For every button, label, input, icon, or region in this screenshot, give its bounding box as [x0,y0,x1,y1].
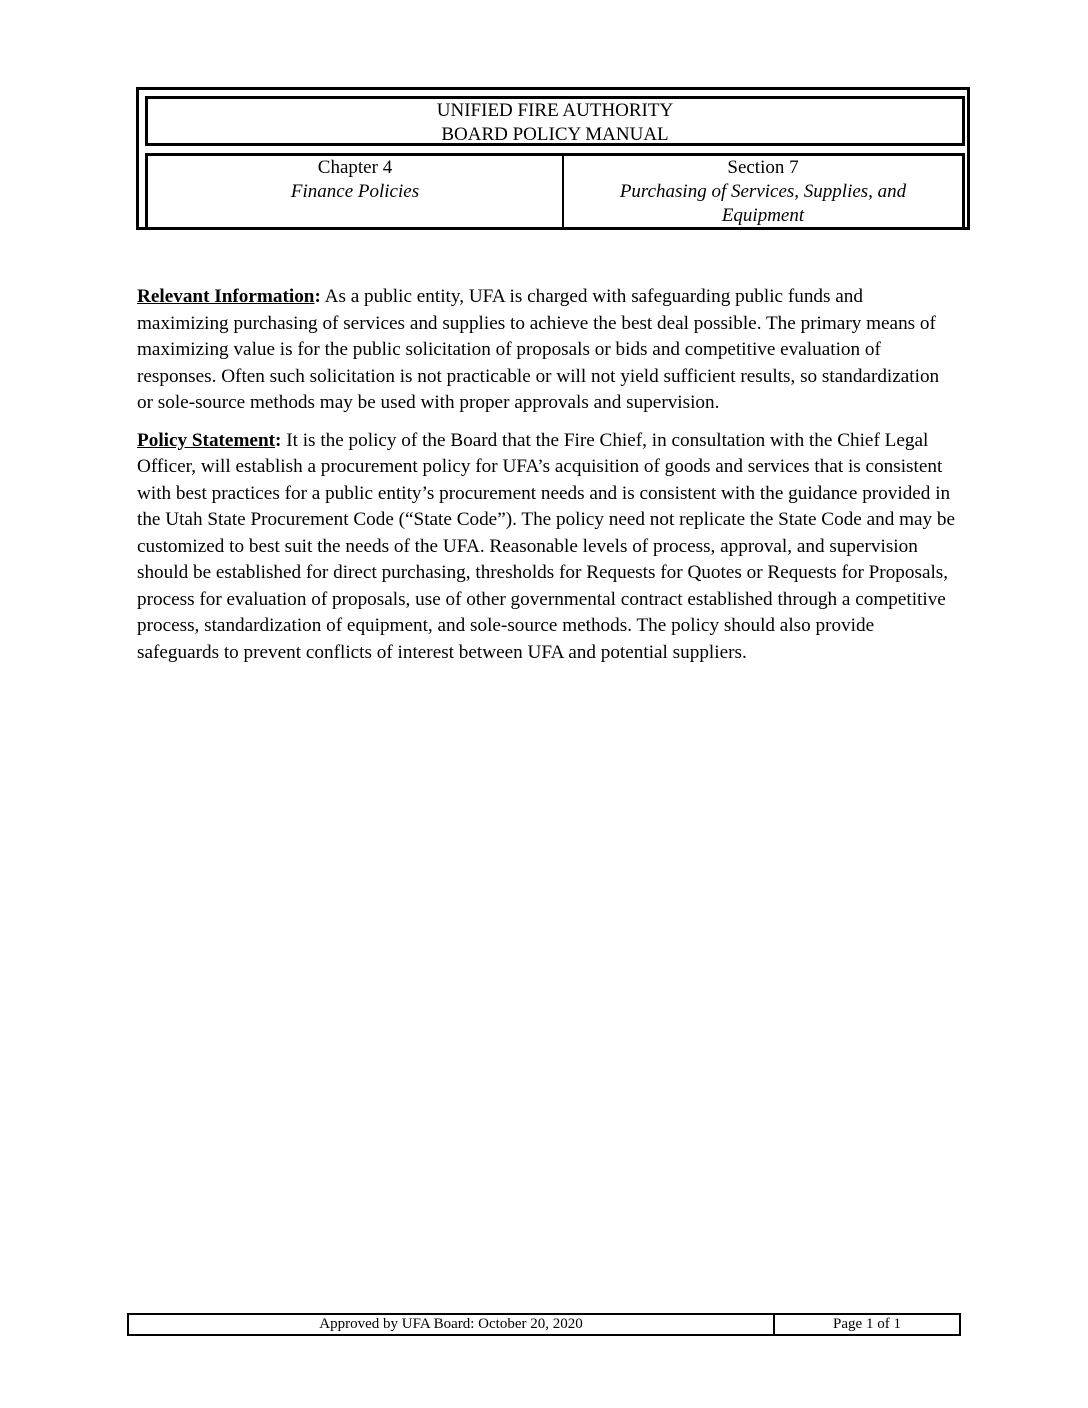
relevant-information-text: As a public entity, UFA is charged with safeguarding public funds and maximizing purchasing of services and supplies to achieve the best deal possible. The primary means of maximizing value is for the public solicitation of proposals or bids and competitive evaluation of responses. Often such solicitation is not practicable or will not yield sufficient results, so standardization or sole-source methods may be used with proper approvals and supervision. [137,286,940,413]
chapter-label: Chapter 4 [317,157,393,178]
document-body [137,284,957,677]
section-cell [564,156,962,227]
relevant-information-paragraph [137,284,957,417]
manual-title-block [145,96,965,146]
organization-name: UNIFIED FIRE AUTHORITY [436,100,674,121]
heading-colon: : [314,286,321,307]
manual-title: BOARD POLICY MANUAL [441,124,669,145]
page-number: Page 1 of 1 [833,1316,901,1332]
chapter-section-row [145,153,965,227]
relevant-information-heading: Relevant Information [137,286,315,307]
chapter-title: Finance Policies [290,181,420,202]
heading-colon: : [275,429,282,451]
section-title: Purchasing of Services, Supplies, and Equipment [619,181,907,226]
policy-statement-heading: Policy Statement [137,429,276,451]
footer-box [127,1313,961,1336]
chapter-cell [148,156,564,227]
policy-statement-text: It is the policy of the Board that the Fire Chief, in consultation with the Chief Legal Officer, will establish a procurement policy for UFA’s acquisition of goods and services that is consistent with best practices for a public entity’s procurement needs and is consistent with the guidance provided in the Utah State Procurement Code (“State Code”). The policy need not replicate the State Code and may be customized to best suit the needs of the UFA. Reasonable levels of process, approval, and supervision should be established for direct purchasing, thresholds for Requests for Quotes or Requests for Proposals, process for evaluation of proposals, use of other governmental contract established through a competitive process, standardization of equipment, and sole-source methods. The policy should also provide safeguards to prevent conflicts of interest between UFA and potential suppliers. [137,429,956,663]
header-box [136,87,970,230]
section-label: Section 7 [727,157,799,178]
approval-date: Approved by UFA Board: October 20, 2020 [129,1315,775,1334]
policy-statement-paragraph [137,428,957,667]
